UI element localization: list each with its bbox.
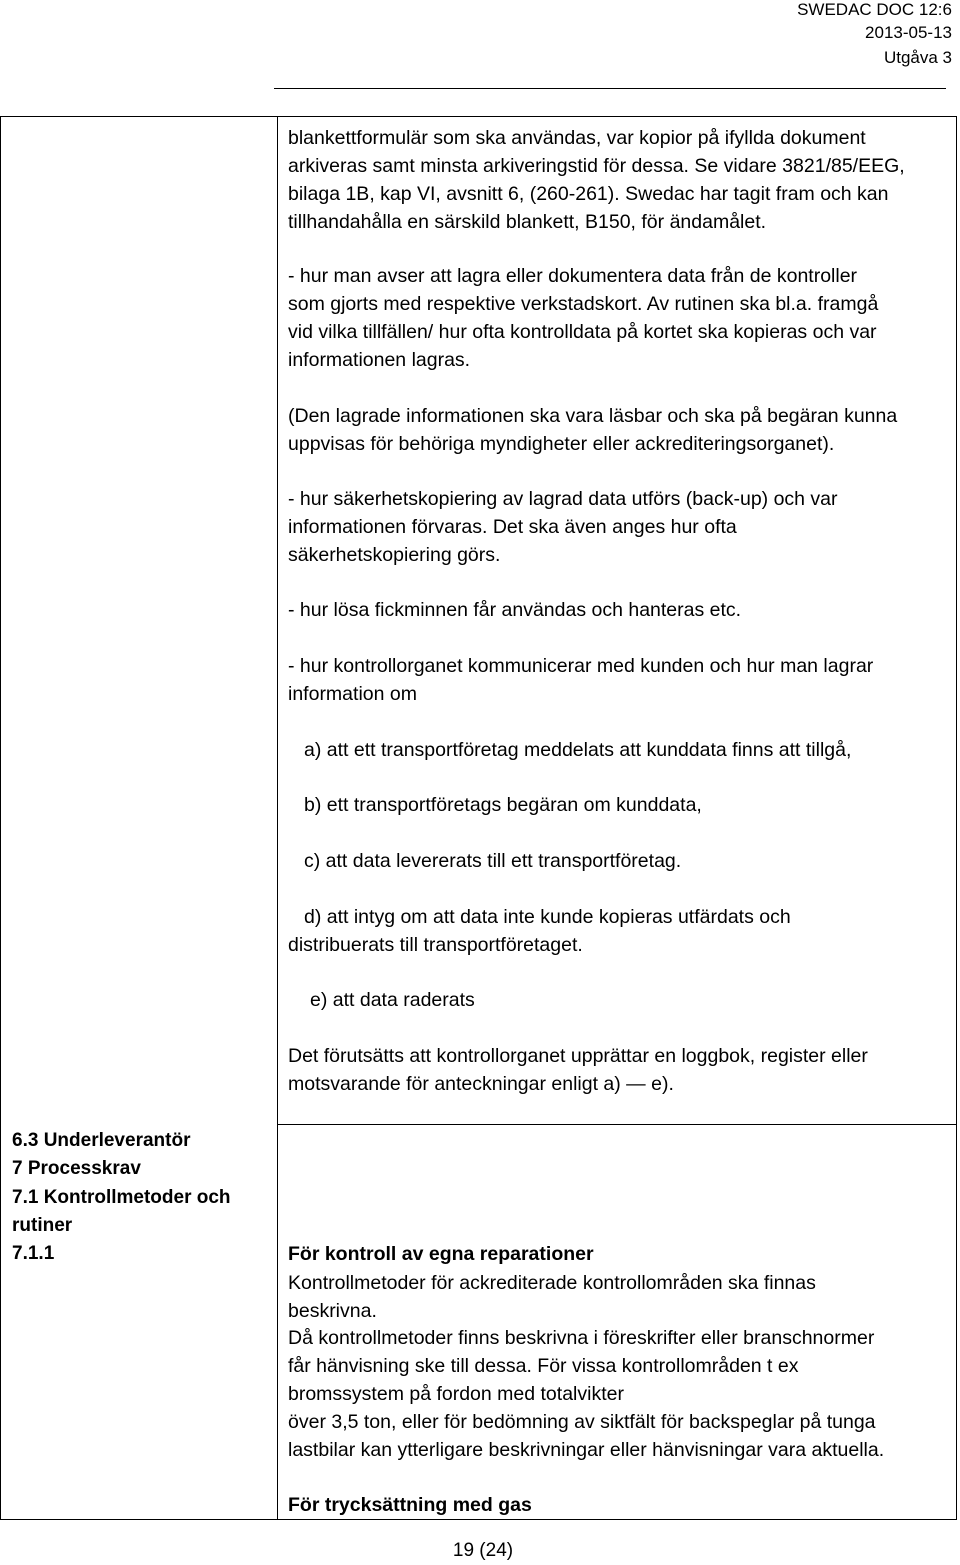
body-paragraph-line: information om — [288, 683, 417, 705]
body-paragraph-line: tillhandahålla en särskild blankett, B150, för ändamålet. — [288, 211, 767, 233]
body-paragraph-line: arkiveras samt minsta arkiveringstid för dessa. Se vidare 3821/85/EEG, — [288, 155, 905, 177]
section-heading-7-1: 7.1 Kontrollmetoder och — [12, 1187, 231, 1208]
section-number-7-1-1: 7.1.1 — [12, 1243, 55, 1264]
section-7-1-1-line: Då kontrollmetoder finns beskrivna i föreskrifter eller branschnormer — [288, 1327, 875, 1349]
table-border-row — [277, 1124, 957, 1125]
document-date: 2013-05-13 — [865, 23, 952, 42]
table-border-left — [0, 116, 1, 1520]
body-paragraph-line: - hur lösa fickminnen får användas och hanteras etc. — [288, 599, 742, 621]
body-paragraph-line: säkerhetskopiering görs. — [288, 544, 501, 566]
document-edition: Utgåva 3 — [883, 48, 952, 67]
section-7-1-1-line: över 3,5 ton, eller för bedömning av siktfält för backspeglar på tunga — [288, 1411, 876, 1433]
section-heading-7-1-continued: rutiner — [12, 1215, 73, 1236]
table-border-top — [0, 116, 957, 117]
table-border-bottom — [0, 1519, 957, 1520]
section-7-1-1-line: Kontrollmetoder för ackrediterade kontrollområden ska finnas — [288, 1272, 816, 1294]
body-paragraph-line: Det förutsätts att kontrollorganet upprättar en loggbok, register eller — [288, 1045, 868, 1067]
document-id: SWEDAC DOC 12:6 — [797, 0, 952, 19]
body-paragraph-line: bilaga 1B, kap VI, avsnitt 6, (260-261). Swedac har tagit fram och kan — [288, 183, 889, 205]
list-item-d-continued: distribuerats till transportföretaget. — [288, 934, 583, 956]
section-heading-6-3: 6.3 Underleverantör — [12, 1130, 191, 1151]
section-7-1-1-line: lastbilar kan ytterligare beskrivningar eller hänvisningar vara aktuella. — [288, 1439, 885, 1461]
page-number: 19 (24) — [452, 1540, 514, 1561]
body-paragraph-line: informationen förvaras. Det ska även anges hur ofta — [288, 516, 737, 538]
body-paragraph-line: blankettformulär som ska användas, var kopior på ifyllda dokument — [288, 127, 866, 149]
body-paragraph-line: motsvarande för anteckningar enligt a) — e). — [288, 1073, 674, 1095]
section-7-1-1-title: För kontroll av egna reparationer — [288, 1243, 594, 1265]
list-item-a: a) att ett transportföretag meddelats att kunddata finns att tillgå, — [304, 739, 852, 761]
body-paragraph-line: som gjorts med respektive verkstadskort. Av rutinen ska bl.a. framgå — [288, 293, 879, 315]
table-border-middle — [277, 116, 278, 1520]
header-rule — [274, 88, 946, 89]
body-paragraph-line: vid vilka tillfällen/ hur ofta kontrolldata på kortet ska kopieras och var — [288, 321, 877, 343]
section-7-1-1-subtitle: För trycksättning med gas — [288, 1494, 532, 1516]
section-heading-7: 7 Processkrav — [12, 1158, 141, 1179]
section-7-1-1-line: beskrivna. — [288, 1300, 377, 1322]
body-paragraph-line: - hur kontrollorganet kommunicerar med kunden och hur man lagrar — [288, 655, 874, 677]
list-item-b: b) ett transportföretags begäran om kunddata, — [304, 794, 702, 816]
body-paragraph-line: - hur man avser att lagra eller dokumentera data från de kontroller — [288, 265, 858, 287]
list-item-c: c) att data levererats till ett transportföretag. — [304, 850, 682, 872]
body-paragraph-line: (Den lagrade informationen ska vara läsbar och ska på begäran kunna — [288, 405, 898, 427]
body-paragraph-line: uppvisas för behöriga myndigheter eller ackrediteringsorganet). — [288, 433, 835, 455]
section-7-1-1-line: bromssystem på fordon med totalvikter — [288, 1383, 624, 1405]
body-paragraph-line: informationen lagras. — [288, 349, 471, 371]
list-item-d: d) att intyg om att data inte kunde kopieras utfärdats och — [304, 906, 791, 928]
table-border-right — [956, 116, 957, 1520]
section-7-1-1-line: får hänvisning ske till dessa. För vissa kontrollområden t ex — [288, 1355, 799, 1377]
body-paragraph-line: - hur säkerhetskopiering av lagrad data utförs (back-up) och var — [288, 488, 838, 510]
list-item-e: e) att data raderats — [310, 989, 475, 1011]
